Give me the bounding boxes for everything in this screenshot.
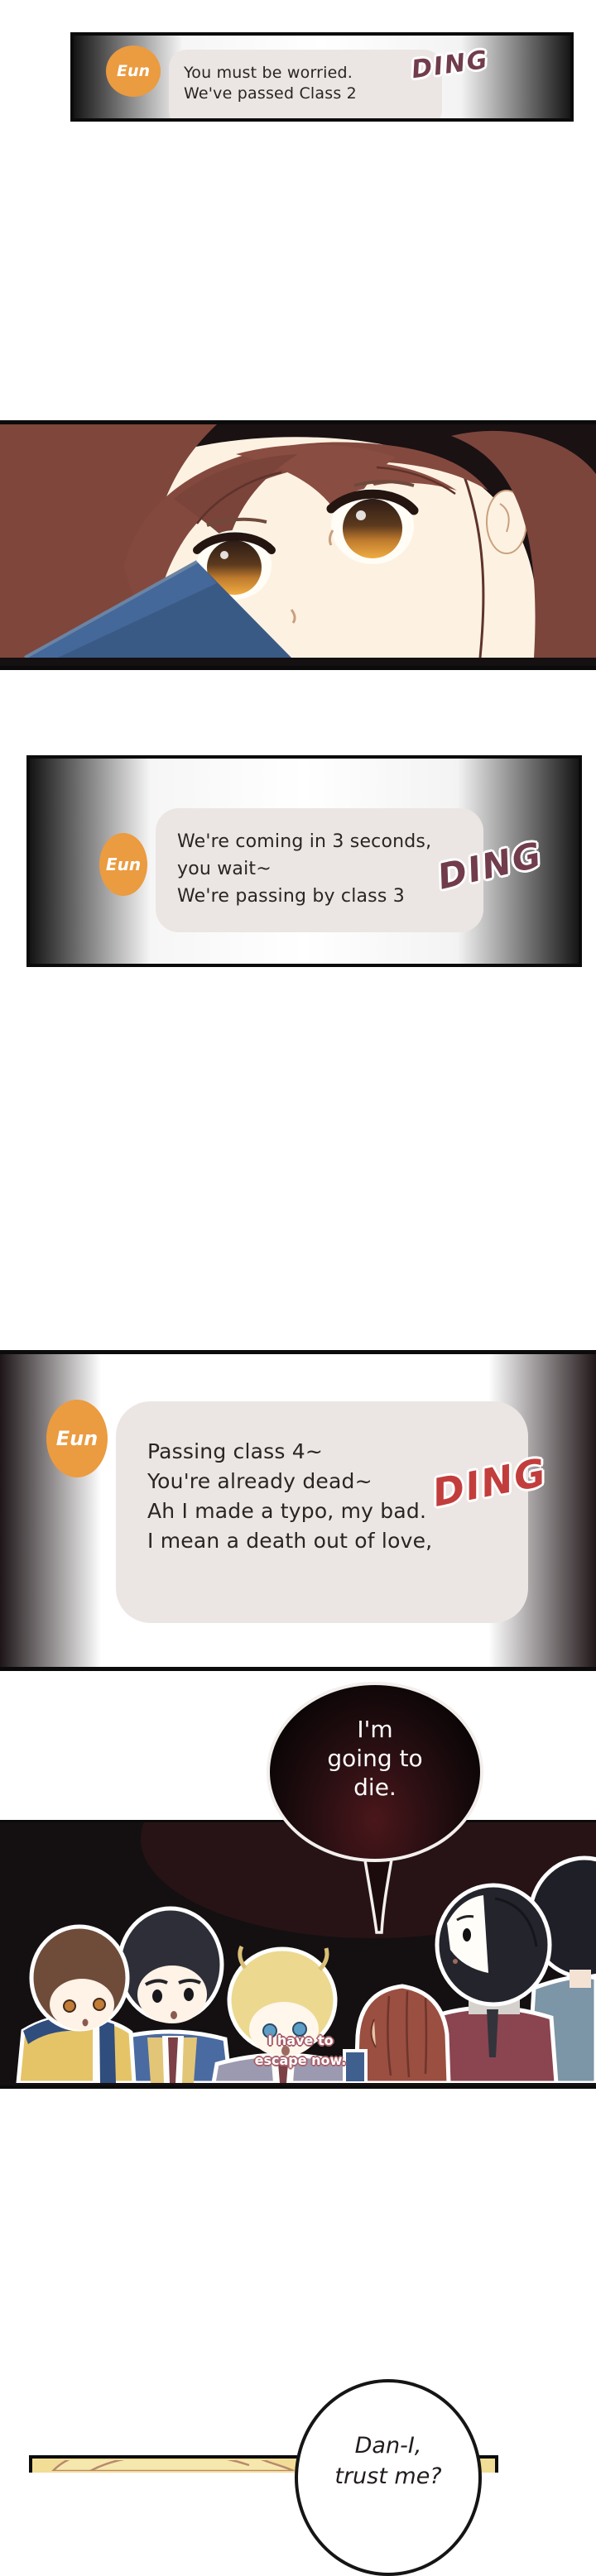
bubble-line: trust me?	[334, 2463, 442, 2489]
whisper-line: escape now.	[254, 2052, 347, 2068]
avatar-label: Eun	[105, 855, 142, 874]
face-panel	[0, 420, 596, 670]
chat-line: You must be worried.	[184, 64, 353, 82]
chat-message	[147, 1437, 432, 1556]
chat-line: We're coming in 3 seconds,	[177, 831, 432, 852]
chat-message	[184, 63, 357, 104]
chat-line: you wait~	[177, 859, 272, 879]
avatar-label: Eun	[55, 1427, 99, 1450]
chat-panel-3	[0, 1350, 596, 1671]
sfx-ding: DING	[429, 1449, 551, 1515]
avatar-eun	[46, 1400, 108, 1477]
whisper-text	[246, 2031, 355, 2071]
bubble-line: Dan-I,	[354, 2433, 422, 2459]
avatar-label: Eun	[116, 62, 151, 80]
sfx-ding: DING	[410, 45, 491, 85]
chat-panel-2	[26, 755, 582, 967]
chat-message	[177, 828, 431, 910]
whisper-line: I have to	[267, 2033, 334, 2048]
sfx-ding: DING	[434, 834, 546, 898]
chat-line: You're already dead~	[147, 1469, 372, 1493]
avatar-eun	[106, 45, 161, 97]
chat-line: Ah I made a typo, my bad.	[147, 1499, 427, 1523]
chat-line: I mean a death out of love,	[147, 1529, 433, 1553]
scream-line: die.	[353, 1774, 397, 1801]
scream-line: I'm	[357, 1716, 393, 1743]
chat-panel-1	[70, 32, 574, 122]
avatar-eun	[99, 833, 147, 896]
chat-line: We've passed Class 2	[184, 84, 357, 103]
scream-line: going to	[327, 1745, 423, 1772]
chat-line: We're passing by class 3	[177, 886, 405, 907]
girl-back-view	[356, 1986, 449, 2083]
face-illustration	[0, 424, 596, 658]
bottom-speech-bubble	[295, 2379, 482, 2576]
chat-line: Passing class 4~	[147, 1439, 323, 1463]
scream-bubble	[267, 1682, 483, 1862]
